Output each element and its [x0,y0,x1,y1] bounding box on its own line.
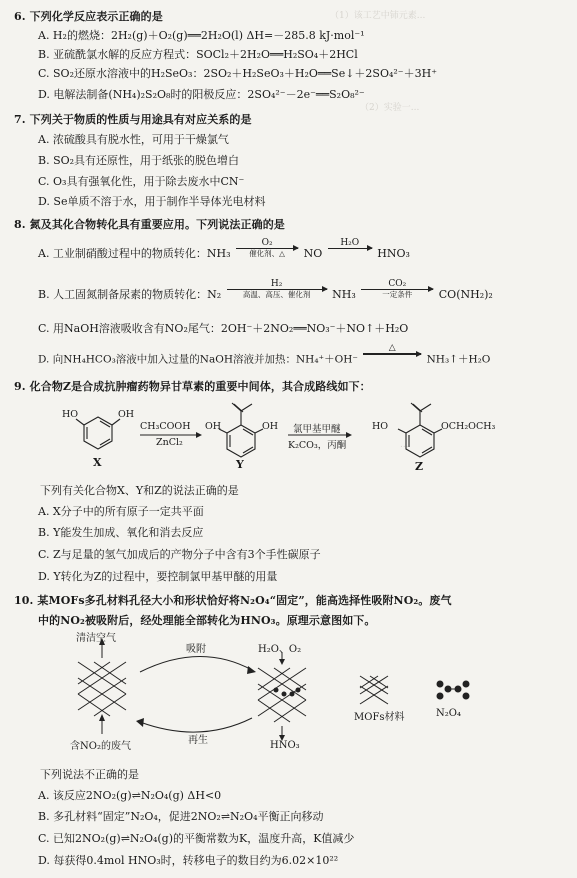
reaction-arrow [361,279,433,299]
q9-option-c: C. Z与足量的氢气加成后的产物分子中含有3个手性碳原子 [38,548,321,561]
legend-mofs-label: MOFs材料 [354,712,405,723]
reaction-arrow-head [346,432,352,438]
regen-arrow [140,718,252,732]
q8-option-d [38,343,491,370]
q6-option-d: D. 电解法制备(NH₄)₂S₂O₈时的阳极反应：2SO₄²⁻－2e⁻══S₂O₈²⁻ [38,88,365,101]
compound-z-label: Z [415,460,424,473]
arrow-condition: 一定条件 [382,290,413,299]
regen-arrow-head [136,718,144,727]
arrow1-catalyst: ZnCl₂ [156,437,183,448]
q10-title-line2: 中的NO₂被吸附后，经处理能全部转化为HNO₃。原理示意图如下。 [38,614,376,627]
bleed-through-text: ... [400,440,409,450]
q8-option-a [38,238,410,264]
clean-air-label: 清洁空气 [76,633,116,644]
q6-title: 6. 下列化学反应表示正确的是 [14,10,163,23]
q10-option-d: D. 每获得0.4mol HNO₃时，转移电子的数目约为6.02×10²² [38,854,339,867]
mof-mesh-left [78,662,126,716]
q9-option-b: B. Y能发生加成、氧化和消去反应 [38,526,204,539]
compound-z-structure [398,403,442,457]
adsorb-arrow [140,656,252,672]
q7-option-a: A. 浓硫酸具有脱水性，可用于干燥氯气 [38,133,229,146]
q6-option-c: C. SO₂还原水溶液中的H₂SeO₃：2SO₂＋H₂SeO₃＋H₂O══Se↓＋2SO₄²⁻＋3H⁺ [38,67,437,80]
q6-option-a: A. H₂的燃烧：2H₂(g)＋O₂(g)══2H₂O(l) ΔH=－285.8 kJ·mol⁻¹ [38,29,365,42]
water-oxygen-label: H₂O、O₂ [258,644,302,655]
z-substituent-label: OCH₂OCH₃ [441,421,496,432]
q6-option-b: B. 亚硫酰氯水解的反应方程式：SOCl₂＋2H₂O══H₂SO₄＋2HCl [38,48,358,61]
q8-a-product: HNO₃ [377,247,410,260]
waste-gas-label: 含NO₂的废气 [70,741,131,752]
arrow1-reagent: CH₃COOH [140,421,191,432]
compound-y-label: Y [236,458,244,471]
q8-option-b [38,279,493,305]
arrow-reagent: H₂O [340,238,360,248]
q10-option-a: A. 该反应2NO₂(g)⇌N₂O₄(g) ΔH<0 [38,789,222,802]
y-hydroxyl-label: OH [205,421,222,432]
arrow-reagent: CO₂ [388,279,407,289]
reaction-arrow [363,343,421,364]
n2o4-molecule-inside [274,688,301,697]
x-hydroxyl-label: OH [118,409,135,420]
bleed-through-text: （1）该工艺中铈元素... [330,11,426,21]
q8-a-text: A. 工业制硝酸过程中的物质转化：NH₃ [38,247,231,260]
adsorb-arrow-head [247,666,256,674]
arrow-condition: △ [388,343,396,353]
z-hydroxyl-label: HO [372,421,389,432]
reaction-arrow [328,238,372,258]
waste-gas-arrow-head [99,714,105,721]
q8-a-intermediate: NO [303,247,323,260]
bleed-through-text: （2）实验一... [360,103,420,113]
compound-x-label: X [93,456,102,469]
q7-title: 7. 下列关于物质的性质与用途具有对应关系的是 [14,113,252,126]
q10-option-c: C. 已知2NO₂(g)⇌N₂O₄(g)的平衡常数为K，温度升高，K值减少 [38,832,355,845]
q9-prompt: 下列有关化合物X、Y和Z的说法正确的是 [40,484,239,497]
q7-option-c: C. O₃具有强氧化性，用于除去废水中CN⁻ [38,175,245,188]
q9-option-d: D. Y转化为Z的过程中，要控制氯甲基甲醚的用量 [38,570,278,583]
arrow-condition: 催化剂、△ [249,249,285,258]
reaction-arrow [236,238,298,258]
q8-title: 8. 氮及其化合物转化具有重要应用。下列说法正确的是 [14,218,285,231]
arrow-condition: 高温、高压、催化剂 [242,290,311,299]
arrow-reagent: H₂ [270,279,283,289]
q10-prompt: 下列说法不正确的是 [40,768,139,781]
q8-b-product: CO(NH₂)₂ [438,288,493,301]
reaction-arrow [227,279,327,299]
q7-option-b: B. SO₂具有还原性，用于纸张的脱色增白 [38,154,240,167]
legend-mof-icon [360,676,388,704]
q8-b-intermediate: NH₃ [332,288,356,301]
q9-option-a: A. X分子中的所有原子一定共平面 [38,505,204,518]
arrow2-condition: K₂CO₃，丙酮 [288,440,347,451]
q9-title: 9. 化合物Z是合成抗肿瘤药物异甘草素的重要中间体，其合成路线如下： [14,380,371,393]
legend-n2o4-label: N₂O₄ [436,708,461,719]
hno3-label: HNO₃ [270,740,300,751]
regen-label: 再生 [188,735,208,746]
y-hydroxyl-label: OH [262,421,279,432]
q8-b-text: B. 人工固氮制备尿素的物质转化：N₂ [38,288,222,301]
arrow2-reagent: 氯甲基甲醚 [293,424,341,435]
q10-option-b: B. 多孔材料“固定”N₂O₄，促进2NO₂⇌N₂O₄平衡正向移动 [38,810,324,823]
q7-option-d: D. Se单质不溶于水，用于制作半导体光电材料 [38,195,266,208]
x-hydroxyl-label: HO [62,409,79,420]
q10-title-line1: 10. 某MOFs多孔材料孔径大小和形状恰好将N₂O₄“固定”，能高选择性吸附NO₂。废气 [14,594,452,607]
reaction-arrow-head [196,432,202,438]
input-arrow-head [279,659,285,665]
compound-y-structure [219,403,263,457]
compound-x-structure [76,417,120,449]
q8-d-text: D. 向NH₄HCO₃溶液中加入过量的NaOH溶液并加热：NH₄⁺＋OH⁻ [38,353,358,366]
arrow-reagent: O₂ [261,238,273,248]
adsorb-label: 吸附 [186,644,206,655]
q8-option-c: C. 用NaOH溶液吸收含有NO₂尾气：2OH⁻＋2NO₂══NO₃⁻＋NO↑＋H₂O [38,322,409,335]
legend-n2o4-icon [437,681,469,699]
q8-d-product: NH₃↑＋H₂O [426,353,491,366]
